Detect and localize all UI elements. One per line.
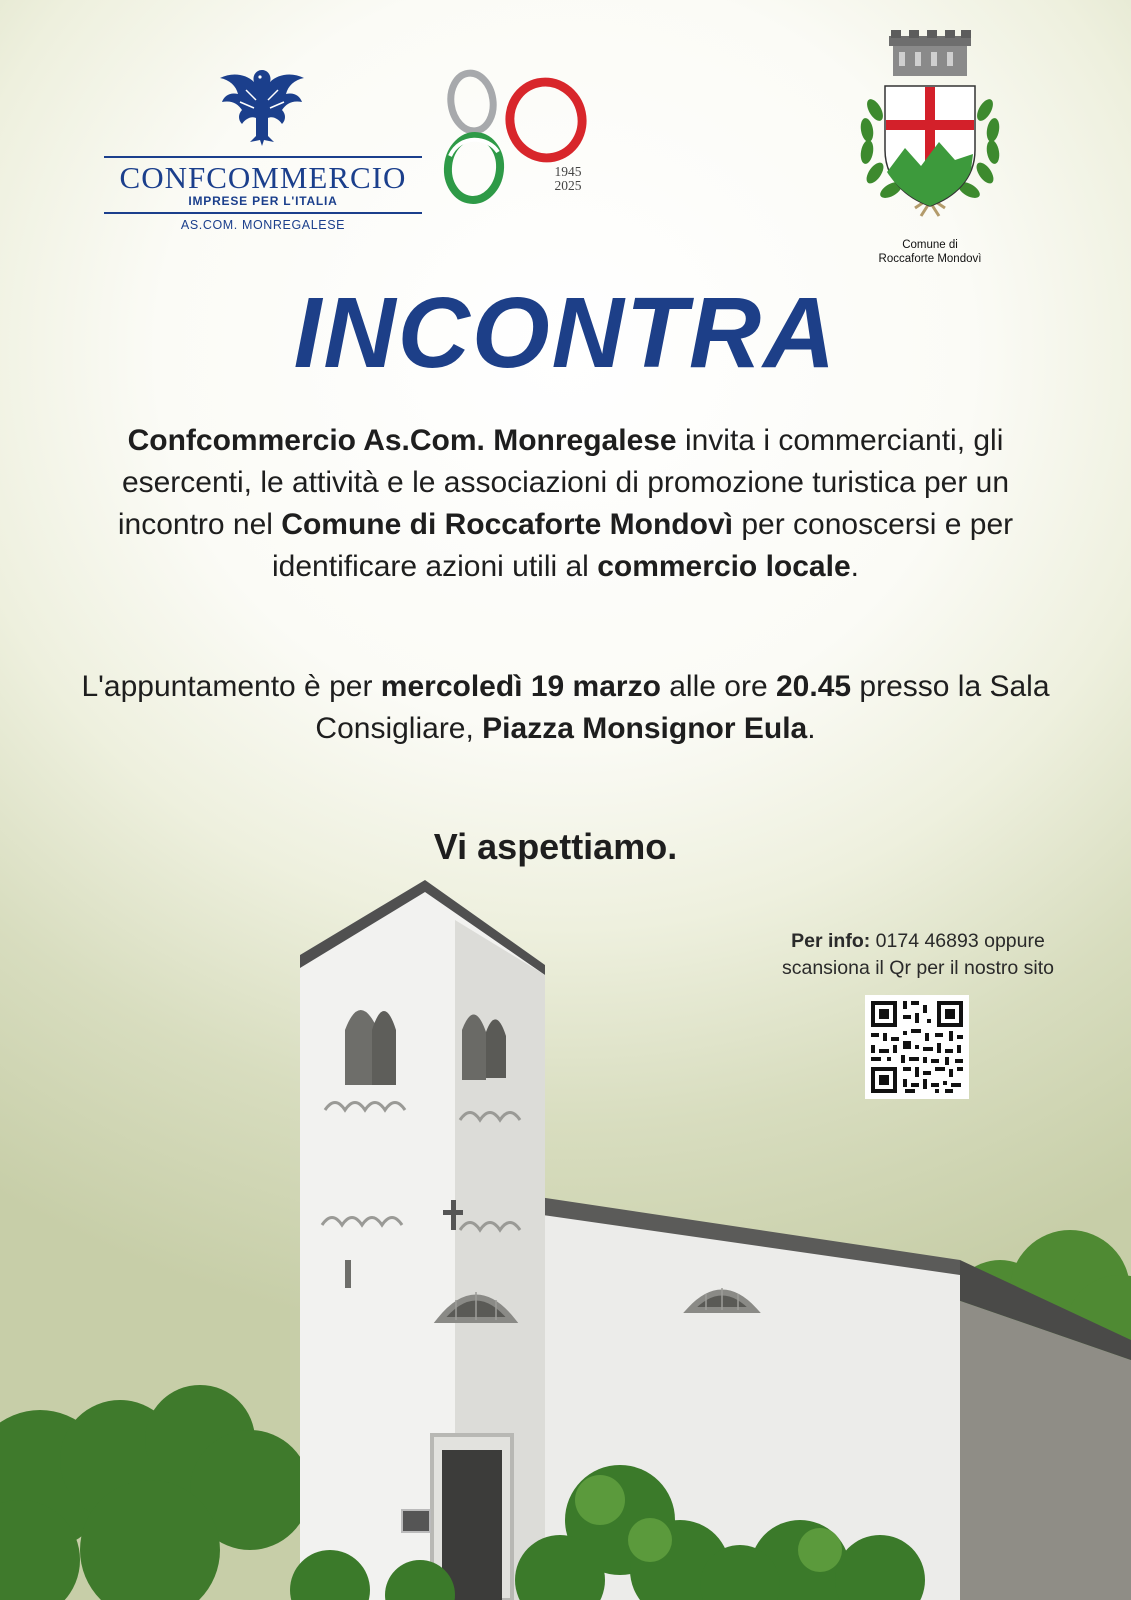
phone-number[interactable]: 0174 46893 oppure — [870, 930, 1045, 952]
closing-line: Vi aspettiamo. — [433, 826, 678, 867]
comune-caption-line1: Comune di — [902, 239, 958, 251]
period: . — [807, 712, 816, 745]
comune-crest — [845, 30, 1015, 275]
comune-caption-line2: Roccaforte Mondovì — [878, 253, 982, 265]
info-label: Per info: — [791, 930, 871, 952]
year-start: 1945 — [554, 164, 582, 179]
confcommercio-subtitle: AS.COM. MONREGALESE — [180, 218, 346, 232]
church-photo — [0, 880, 1131, 1600]
organizer-name: Confcommercio As.Com. Monregalese — [127, 424, 677, 457]
confcommercio-name: CONFCOMMERCIO — [119, 160, 407, 195]
info-line2: scansiona il Qr per il nostro sito — [781, 957, 1055, 979]
appointment-text: L'appuntamento è per — [81, 670, 381, 703]
qr-code-icon[interactable] — [865, 995, 969, 1099]
eagle-icon — [216, 64, 308, 146]
appointment-text-3: presso la Sala Consigliare, — [315, 670, 1050, 745]
appointment-paragraph — [80, 666, 1051, 750]
commercio-locale: commercio locale — [597, 550, 851, 583]
info-line1 — [748, 928, 1088, 955]
invitation-text-2: per conoscersi e per identificare azioni utili al — [272, 508, 1014, 583]
headline: INCONTRA — [293, 277, 838, 389]
appointment-text-2: alle ore — [660, 670, 776, 703]
info-block — [748, 928, 1088, 982]
anniversary-80-logo — [442, 64, 602, 214]
confcommercio-logo — [104, 64, 422, 240]
event-date: mercoledì 19 marzo — [380, 670, 661, 703]
coat-of-arms-icon — [845, 30, 1015, 235]
divider — [104, 156, 422, 158]
invitation-paragraph — [80, 420, 1051, 588]
anniversary-years — [538, 165, 598, 193]
divider — [104, 212, 422, 214]
year-end: 2025 — [554, 178, 582, 193]
confcommercio-tagline: IMPRESE PER L'ITALIA — [188, 194, 338, 208]
event-time: 20.45 — [775, 670, 852, 703]
comune-caption — [845, 238, 1015, 266]
period: . — [850, 550, 859, 583]
event-location: Piazza Monsignor Eula — [482, 712, 808, 745]
invitation-text: invita i commercianti, gli esercenti, le attività e le associazioni di promozione turistica per un incontro nel — [117, 424, 1010, 541]
comune-name: Comune di Roccaforte Mondovì — [281, 508, 733, 541]
